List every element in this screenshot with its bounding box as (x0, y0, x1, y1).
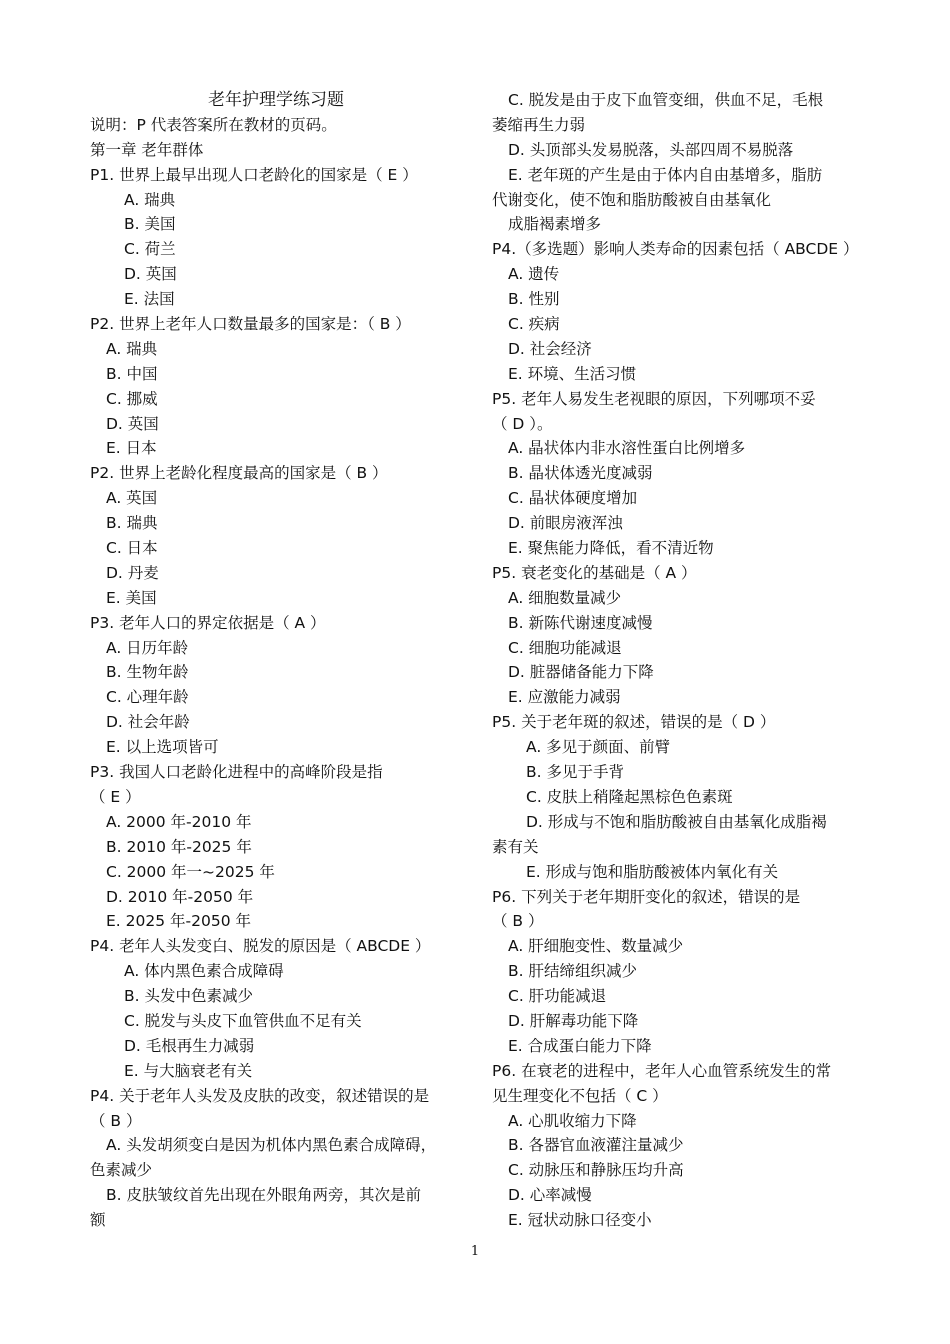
question: P5. 关于老年斑的叙述，错误的是（ D ） (492, 713, 776, 732)
left-column (90, 88, 462, 1233)
option: D. 头顶部头发易脱落，头部四周不易脱落 (508, 140, 794, 159)
option: B. 性别 (508, 290, 560, 309)
option: B. 肝结缔组织减少 (508, 962, 637, 981)
option: A. 体内黑色素合成障碍 (124, 962, 284, 981)
right-column (492, 88, 864, 1233)
question: P4. 关于老年人头发及皮肤的改变，叙述错误的是 (90, 1086, 430, 1105)
question: P4. 老年人头发变白、脱发的原因是（ ABCDE ） (90, 937, 431, 956)
option: C. 脱发与头皮下血管供血不足有关 (124, 1011, 362, 1030)
page-number: 1 (470, 1244, 480, 1259)
option: C. 心理年龄 (106, 688, 189, 707)
question: P6. 下列关于老年期肝变化的叙述，错误的是 (492, 887, 801, 906)
option: A. 肝细胞变性、数量减少 (508, 937, 684, 956)
question-continued: （ B ） (492, 912, 544, 931)
instruction-text: 说明：P 代表答案所在教材的页码。 (90, 115, 337, 134)
option: A. 瑞典 (124, 190, 176, 209)
option: B. 皮肤皱纹首先出现在外眼角两旁，其次是前 (106, 1186, 421, 1205)
option: B. 晶状体透光度减弱 (508, 464, 653, 483)
option: A. 晶状体内非水溶性蛋白比例增多 (508, 439, 746, 458)
option: E. 聚焦能力降低，看不清近物 (508, 539, 714, 558)
option: A. 瑞典 (106, 339, 158, 358)
option: E. 冠状动脉口径变小 (508, 1211, 652, 1230)
option: E. 与大脑衰老有关 (124, 1061, 253, 1080)
option: E. 应激能力减弱 (508, 688, 621, 707)
question: P3. 我国人口老龄化进程中的高峰阶段是指 (90, 763, 383, 782)
option: C. 脱发是由于皮下血管变细，供血不足，毛根 (508, 91, 824, 109)
option-continued: 色素减少 (90, 1161, 153, 1180)
option: E. 法国 (124, 290, 175, 309)
option: B. 多见于手背 (526, 763, 624, 782)
option: D. 毛根再生力减弱 (124, 1036, 255, 1055)
option: E. 老年斑的产生是由于体内自由基增多，脂肪 (508, 165, 823, 184)
option: B. 各器官血液灌注量减少 (508, 1136, 684, 1155)
option: A. 遗传 (508, 265, 560, 284)
option: B. 2010 年-2025 年 (106, 837, 252, 856)
option: A. 日历年龄 (106, 638, 189, 657)
option: B. 新陈代谢速度减慢 (508, 613, 653, 632)
option-continued: 成脂褐素增多 (508, 215, 602, 234)
option: C. 日本 (106, 539, 158, 558)
page-title: 老年护理学练习题 (208, 90, 344, 110)
chapter-heading: 第一章 老年群体 (90, 140, 204, 159)
option: D. 脏器储备能力下降 (508, 663, 654, 682)
option: D. 丹麦 (106, 563, 159, 582)
question-continued: （ D ）。 (492, 414, 553, 433)
option-continued: 素有关 (492, 837, 539, 856)
option: D. 2010 年-2050 年 (106, 887, 254, 906)
option: C. 肝功能减退 (508, 987, 607, 1006)
option: D. 社会年龄 (106, 713, 190, 732)
question: P6. 在衰老的进程中，老年人心血管系统发生的常 (492, 1061, 832, 1080)
option: D. 前眼房液浑浊 (508, 514, 623, 533)
option: D. 英国 (106, 414, 159, 433)
option: C. 动脉压和静脉压均升高 (508, 1161, 684, 1180)
option: E. 形成与饱和脂肪酸被体内氧化有关 (526, 862, 779, 881)
option: A. 头发胡须变白是因为机体内黑色素合成障碍， (106, 1136, 437, 1155)
option-continued: 额 (90, 1211, 106, 1230)
question-continued: 见生理变化不包括（ C ） (492, 1086, 668, 1105)
option: C. 2000 年一~2025 年 (106, 862, 275, 881)
question-continued: （ E ） (90, 787, 141, 806)
option: C. 挪威 (106, 389, 158, 408)
question: P2. 世界上老年人口数量最多的国家是：（ B ） (90, 315, 411, 334)
option: D. 英国 (124, 265, 177, 284)
option: E. 日本 (106, 439, 157, 458)
question: P1. 世界上最早出现人口老龄化的国家是（ E ） (90, 165, 418, 184)
option: E. 美国 (106, 588, 157, 607)
option-continued: 萎缩再生力弱 (492, 115, 586, 134)
option: B. 生物年龄 (106, 663, 189, 682)
option-continued: 代谢变化，使不饱和脂肪酸被自由基氧化 (492, 190, 772, 209)
option: C. 细胞功能减退 (508, 638, 622, 657)
option: D. 心率减慢 (508, 1186, 592, 1205)
option: C. 晶状体硬度增加 (508, 489, 638, 508)
option: D. 形成与不饱和脂肪酸被自由基氧化成脂褐 (526, 812, 827, 831)
option: C. 荷兰 (124, 240, 176, 259)
question: P5. 老年人易发生老视眼的原因，下列哪项不妥 (492, 389, 816, 408)
option: E. 2025 年-2050 年 (106, 912, 251, 931)
question-continued: （ B ） (90, 1111, 142, 1130)
option: A. 2000 年-2010 年 (106, 812, 252, 831)
option: A. 心肌收缩力下降 (508, 1111, 637, 1130)
question: P2. 世界上老龄化程度最高的国家是（ B ） (90, 464, 388, 483)
option: B. 瑞典 (106, 514, 158, 533)
option: C. 疾病 (508, 315, 560, 334)
question: P4.（多选题）影响人类寿命的因素包括（ ABCDE ） (492, 240, 859, 259)
option: A. 细胞数量减少 (508, 588, 622, 607)
option: C. 皮肤上稍隆起黑棕色色素斑 (526, 787, 733, 806)
question: P3. 老年人口的界定依据是（ A ） (90, 613, 326, 632)
option: B. 美国 (124, 215, 176, 234)
option: E. 以上选项皆可 (106, 738, 219, 757)
option: B. 中国 (106, 364, 158, 383)
option: A. 多见于颜面、前臂 (526, 738, 671, 757)
option: D. 社会经济 (508, 339, 592, 358)
option: E. 合成蛋白能力下降 (508, 1036, 652, 1055)
option: B. 头发中色素减少 (124, 987, 253, 1006)
question: P5. 衰老变化的基础是（ A ） (492, 563, 697, 582)
option: D. 肝解毒功能下降 (508, 1011, 639, 1030)
option: E. 环境、生活习惯 (508, 364, 637, 383)
option: A. 英国 (106, 489, 158, 508)
